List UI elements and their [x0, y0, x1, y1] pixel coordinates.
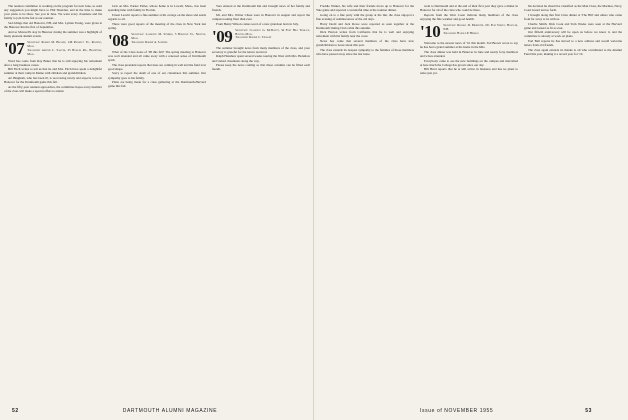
class-year: '09: [212, 26, 233, 46]
class-heading-07: [4, 40, 102, 57]
secretary-line: Secretary: Russell D. Meredith, 101 Elm Street, Hanover, N.H.: [443, 22, 518, 31]
issue-label: Issue of NOVEMBER 1955: [420, 408, 494, 414]
treasurer-line: Treasurer: Robert A. Sanders: [131, 39, 168, 44]
paragraph: Please keep the news coming so that these columns can be filled each month.: [212, 63, 310, 72]
class-officers: [443, 24, 518, 36]
paragraph: From Henry Wilson comes word of a new grandson born in July.: [216, 21, 299, 26]
paragraph: I brought along that first Class dinner at 'The Hill' and others who came from far away to be with us.: [524, 12, 622, 21]
treasurer-line: Treasurer: Harold P. Hinman: [443, 30, 479, 35]
paragraph: The class president reports that dues are coming in well and the fund is in good shape.: [108, 62, 206, 71]
class-year: '10: [420, 21, 441, 41]
right-page: [316, 4, 624, 408]
secretary-line: Secretary: Laurence M. Symmes, 3 Bowdoin St., Newton, Mass.: [131, 31, 206, 40]
paragraph: Ernest Leavitt reports a fine summer at his cottage on the shore and sends regards to all.: [108, 12, 206, 21]
column: [108, 4, 206, 400]
class-heading-08: [108, 32, 206, 48]
paragraph: Charlie Smith, Dick Cook and Tom Weeks were seen at the Harvard game and looked as fit as ever.: [524, 21, 622, 30]
paragraph: Bill Fitch writes to tell us that he and Mrs. Fitch have spent a delightful summer at their camp in Maine with children and grandchildren.: [4, 67, 102, 76]
paragraph: The summer brought news from many members of the class, and your secretary is grateful for the letters received.: [212, 45, 310, 54]
paragraph: went to Dartmouth and at the end of their first year they gave a dinner in Hanover for all of the class who could be there.: [420, 4, 518, 13]
paragraph: Sad tidings that old Hanover, NH, and Mrs. Lyman Young, were given at the Hanover Inn the first of September.: [4, 20, 102, 30]
column: [420, 4, 518, 400]
paragraph: Ralph Henshaw spent several weeks touring the West with Mrs. Henshaw and visited classmates along the way.: [212, 54, 310, 63]
paragraph: Word has come from Ray Baker that he is still enjoying his retirement after a long business career.: [4, 58, 102, 67]
column: [212, 4, 310, 400]
paragraph: Dick Horton writes from California that he is well and enjoying retirement with his family near the coast.: [316, 30, 414, 39]
class-year: '07: [4, 38, 25, 58]
magazine-title: DARTMOUTH ALUMNI MAGAZINE: [122, 408, 218, 414]
paragraph: The class again extends its thanks to all who contributed to the Alumni Fund this year, making it a record year for '10.: [524, 47, 622, 56]
paragraph: Mr. and Mrs. Walter Chase were in Hanover in August and report the campus looking finer than ever.: [212, 12, 310, 21]
class-officers: [27, 41, 102, 57]
left-page: [4, 4, 312, 408]
class-year: '08: [108, 30, 129, 50]
paragraph: Reports from the West Coast indicate many members of the class enjoying the fine weather and good health.: [420, 12, 518, 21]
paragraph: What of the Class notes of '08 this fall? The spring meeting at Hanover was well attended and all came away with a renewed sense of Dartmouth spirit.: [108, 49, 206, 62]
paragraph: The class extends its deepest sympathy to the families of those members who have passed away since the last issue.: [316, 47, 414, 56]
paragraph: Going on to a fine party with the group at the Inn, the class enjoyed a fine evening of reminiscences of the old days.: [316, 12, 414, 21]
treasurer-line: Treasurer: Arthur L. Sawyer, 25 Bowles Rd., Braintree, Mass.: [27, 47, 102, 56]
secretary-line: Secretary: Clarence G. McDavitt, 34 Fort Hill Terrace, Boston, Mass.: [235, 27, 310, 36]
paragraph: Art Bingham, who has been ill, is recovering nicely and expects to be in Hanover for the Dartmouth game this fall.: [4, 76, 102, 85]
paragraph: his decision he should be classified as the Man Class, the Marines, Navy, Coast Guard and so forth.: [524, 4, 622, 13]
paragraph: Harry Dodd and Jack Rowe were reported as seen together at the Dartmouth Outing Club cabin this autumn.: [316, 21, 414, 30]
paragraph: Everybody came to see the new buildings on the campus and marvelled at how much the College has grown since our day.: [420, 58, 518, 67]
column: [4, 4, 102, 400]
paragraph: Jack on Mrs. Parker Fuller, whose home is in Lowell, Mass., has been spending time with family in Florida.: [108, 4, 206, 13]
class-officers: [131, 33, 206, 45]
column: [316, 4, 414, 400]
page-number: 53: [585, 408, 592, 414]
paragraph: As the fifty-year reunion approaches, the committee hopes every member of the class will make a special effort to attend.: [4, 84, 102, 93]
secretary-line: Secretary: Robert M. Bleakie, 146 Prospect St., Reading, Mass.: [27, 39, 102, 48]
paragraph: Plans are being made for a class gathering at the Dartmouth-Harvard game this fall.: [108, 80, 206, 89]
class-officers: [235, 29, 310, 41]
paragraph: Our fiftieth anniversary will be upon us before we know it, and the committee is already at work on plans.: [524, 30, 622, 39]
paragraph: News has come that several members of the class have new grandchildren to boast about this year.: [316, 39, 414, 48]
page-number: 52: [12, 408, 19, 414]
paragraph: Welcome to the newest news of '10 this month. Ted Brown wrote to say he has had a grand summer at his home in the hills.: [420, 40, 518, 50]
treasurer-line: Treasurer: Robert C. Stewart: [235, 35, 272, 40]
right-footer: [420, 408, 592, 414]
paragraph: The reunion committee is working on the program for next June, so send any suggestion you might have to Phil Sheridan, and in the time to make your plans to be there. See you in June. We want every classmate and his family to join in the fun at our reunion.: [4, 4, 102, 21]
paragraph: Bill Hurd reports that he is still active in business and has no plans to retire just yet.: [420, 67, 518, 76]
paragraph: Earl Ball reports he has moved to a new address and would welcome letters from old friends.: [524, 39, 622, 48]
paragraph: The class dinner was held in Hanover in June and nearly forty members and wives attended.: [420, 49, 518, 58]
paragraph: And so Maxwell's stay in Hanover during the summer was a highlight of many pleasant alumni events.: [4, 29, 102, 38]
column: [524, 4, 622, 400]
paragraph: Freddie Walker, his wife and their friends drove up to Hanover for the Yale game and reported a wonderful time at the reunion dinner.: [316, 4, 414, 13]
left-footer: [12, 408, 217, 414]
page-gutter: [313, 0, 314, 420]
class-heading-10: [420, 23, 518, 39]
paragraph: There were good reports of the meeting of the class in New York last spring.: [108, 21, 206, 30]
class-heading-09: [212, 28, 310, 44]
paragraph: Sorry to report the death of one of our classmates this summer. Our sympathy goes to his family.: [108, 71, 206, 80]
paragraph: Vera entered at the Dartmouth Inn and brought news of her family and friends.: [212, 4, 310, 13]
